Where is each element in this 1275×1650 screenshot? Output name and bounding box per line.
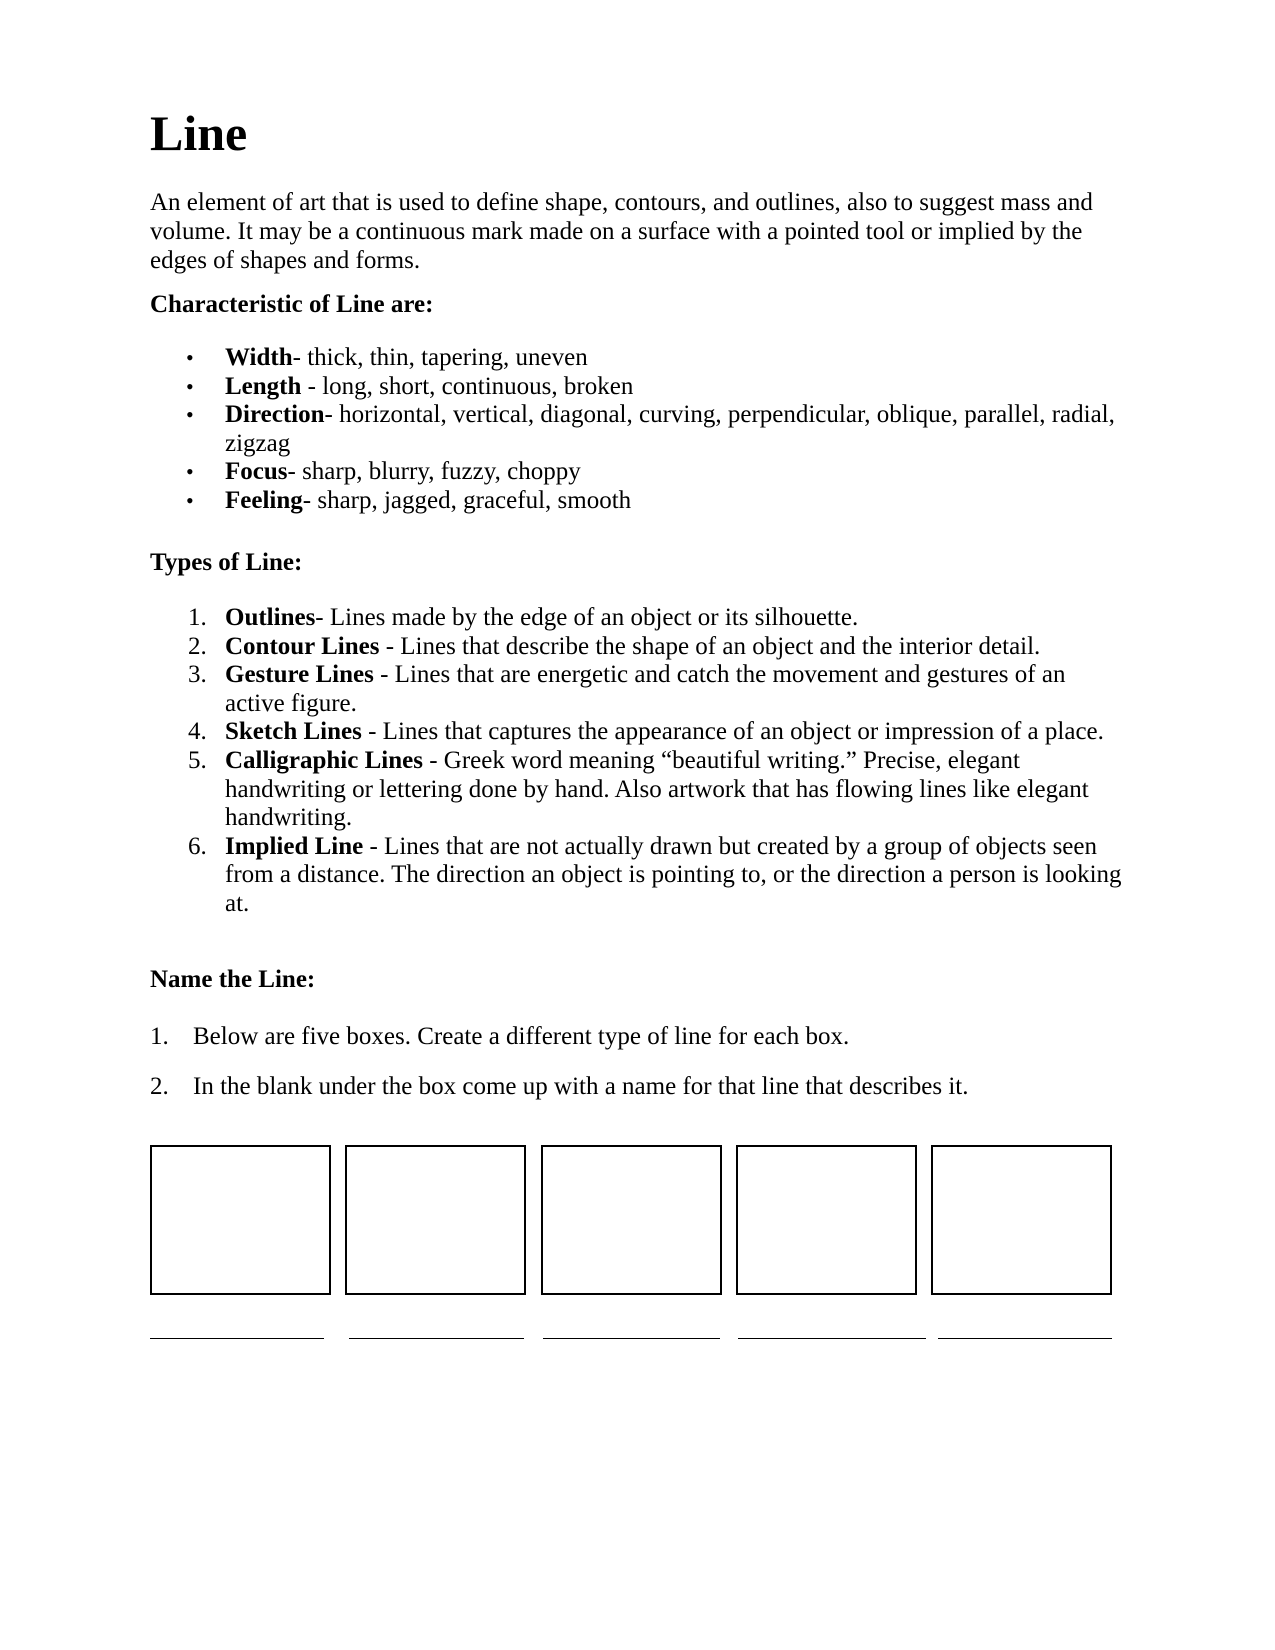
- characteristic-term: Width: [225, 344, 293, 371]
- type-term: Outlines: [225, 604, 316, 631]
- bullet-icon: •: [186, 402, 194, 428]
- name-blank-2[interactable]: [349, 1338, 524, 1339]
- type-item-calligraphic-lines: [150, 747, 1122, 833]
- type-term: Implied Line: [225, 832, 364, 860]
- types-list: [150, 604, 1122, 919]
- step-text: Below are five boxes. Create a different type of line for each box.: [193, 1023, 850, 1050]
- step-number: 2.: [150, 1073, 169, 1100]
- type-term: Contour Lines: [225, 632, 380, 660]
- drawing-box-5[interactable]: [931, 1145, 1112, 1295]
- type-number: 4.: [188, 718, 207, 746]
- type-text: - Lines made by the edge of an object or its silhouette.: [315, 604, 859, 631]
- characteristic-text: - long, short, continuous, broken: [301, 372, 634, 400]
- characteristic-term: Focus: [225, 458, 288, 486]
- type-text: - Greek word meaning “beautiful writing.” Precise, elegant handwriting or lettering done by hand. Also artwork that has flowing lines like elegant handwriting.: [225, 746, 1089, 832]
- type-item-outlines: [150, 604, 1122, 633]
- exercise-step: [150, 1072, 968, 1101]
- characteristic-text: - horizontal, vertical, diagonal, curving, perpendicular, oblique, parallel, radial, zigzag: [225, 401, 1115, 457]
- step-number: 1.: [150, 1023, 169, 1050]
- characteristic-item-focus: [150, 458, 1122, 487]
- characteristic-term: Feeling: [225, 486, 303, 514]
- type-item-implied-line: [150, 833, 1122, 919]
- type-number: 1.: [188, 604, 207, 631]
- characteristic-text: - thick, thin, tapering, uneven: [292, 344, 588, 371]
- characteristic-text: - sharp, jagged, graceful, smooth: [302, 486, 632, 514]
- drawing-box-1[interactable]: [150, 1145, 331, 1295]
- characteristics-heading: Characteristic of Line are:: [150, 291, 434, 318]
- type-number: 2.: [188, 632, 207, 660]
- exercise-step: [150, 1022, 968, 1051]
- type-number: 5.: [188, 746, 207, 774]
- exercise-steps: [150, 1022, 968, 1122]
- drawing-box-4[interactable]: [736, 1145, 917, 1295]
- types-heading: Types of Line:: [150, 549, 303, 576]
- type-text: - Lines that are not actually drawn but created by a group of objects seen from a distance. The direction an object is pointing to, or the direction a person is looking at.: [225, 832, 1122, 917]
- type-text: - Lines that captures the appearance of an object or impression of a place.: [361, 718, 1104, 746]
- intro-paragraph: An element of art that is used to define shape, contours, and outlines, also to suggest mass and volume. It may be a continuous mark made on a surface with a pointed tool or implied by the edges of shapes and forms.: [150, 189, 1093, 274]
- type-term: Calligraphic Lines: [225, 746, 423, 774]
- name-blank-4[interactable]: [738, 1338, 926, 1339]
- characteristic-text: - sharp, blurry, fuzzy, choppy: [287, 458, 581, 486]
- type-text: - Lines that are energetic and catch the movement and gestures of an active figure.: [225, 661, 1066, 717]
- exercise-heading: Name the Line:: [150, 966, 316, 993]
- type-term: Gesture Lines: [225, 661, 374, 689]
- bullet-icon: •: [186, 345, 194, 370]
- type-number: 6.: [188, 832, 207, 860]
- bullet-icon: •: [186, 459, 194, 485]
- characteristic-item-length: [150, 373, 1122, 402]
- type-item-contour-lines: [150, 633, 1122, 662]
- type-term: Sketch Lines: [225, 718, 362, 746]
- name-blank-5[interactable]: [938, 1338, 1112, 1339]
- page-title: Line: [150, 105, 248, 161]
- characteristic-term: Direction: [225, 401, 325, 429]
- type-item-sketch-lines: [150, 718, 1122, 747]
- bullet-icon: •: [186, 487, 194, 513]
- bullet-icon: •: [186, 373, 194, 399]
- drawing-box-2[interactable]: [345, 1145, 526, 1295]
- type-item-gesture-lines: [150, 661, 1122, 718]
- characteristic-item-direction: [150, 401, 1122, 458]
- characteristics-list: [150, 344, 1122, 516]
- characteristic-item-width: [150, 344, 1122, 373]
- name-blank-1[interactable]: [150, 1338, 324, 1339]
- name-blank-3[interactable]: [543, 1338, 720, 1339]
- step-text: In the blank under the box come up with a name for that line that describes it.: [193, 1073, 969, 1100]
- type-number: 3.: [188, 661, 207, 689]
- type-text: - Lines that describe the shape of an object and the interior detail.: [379, 632, 1041, 660]
- characteristic-item-feeling: [150, 487, 1122, 516]
- drawing-box-3[interactable]: [541, 1145, 722, 1295]
- characteristic-term: Length: [225, 372, 302, 400]
